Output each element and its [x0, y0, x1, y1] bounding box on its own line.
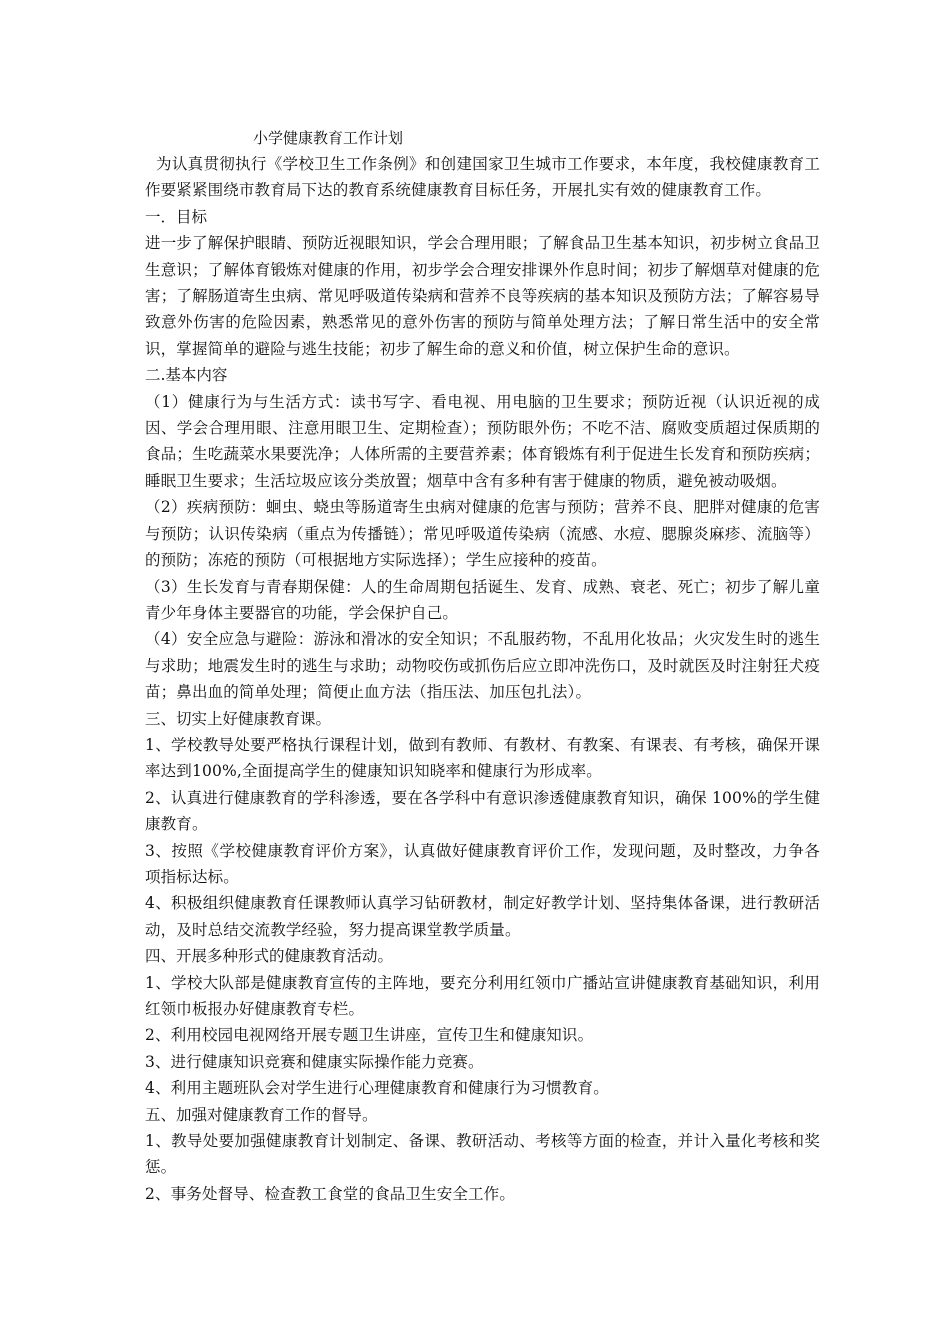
section-paragraph: 4、利用主题班队会对学生进行心理健康教育和健康行为习惯教育。	[145, 1079, 609, 1098]
section-paragraph: 1、学校教导处要严格执行课程计划，做到有教师、有教材、有教案、有课表、有考核，确保开课率达到100%,全面提高学生的健康知识知晓率和健康行为形成率。	[145, 735, 820, 781]
section-paragraph: （4）安全应急与避险：游泳和滑冰的安全知识；不乱服药物，不乱用化妆品；火灾发生时的逃生与求助；地震发生时的逃生与求助；动物咬伤或抓伤后应立即冲洗伤口，及时就医及时注射狂犬疫苗；鼻出血的简单处理；简便止血方法（指压法、加压包扎法）。	[145, 630, 820, 702]
section-paragraph: 1、学校大队部是健康教育宣传的主阵地，要充分利用红领巾广播站宣讲健康教育基础知识，利用红领巾板报办好健康教育专栏。	[145, 973, 820, 1018]
section-heading: 一．目标	[145, 207, 208, 226]
section-heading: 二.基本内容	[145, 366, 228, 385]
document-title: 小学健康教育工作计划	[253, 129, 404, 147]
section-activities	[145, 943, 820, 1101]
section-basic-content	[145, 362, 820, 705]
section-paragraph: （1）健康行为与生活方式：读书写字、看电视、用电脑的卫生要求；预防近视（认识近视的成因、学会合理用眼、注意用眼卫生、定期检查）；预防眼外伤；不吃不洁、腐败变质超过保质期的食品；生吃蔬菜水果要洗净；人体所需的主要营养素；体育锻炼有利于促进生长发育和预防疾病；睡眠卫生要求；生活垃圾应该分类放置；烟草中含有多种有害于健康的物质，避免被动吸烟。	[145, 392, 820, 490]
section-supervision	[145, 1102, 820, 1208]
section-paragraph: （3）生长发育与青春期保健：人的生命周期包括诞生、发育、成熟、衰老、死亡；初步了解儿童青少年身体主要器官的功能，学会保护自己。	[145, 577, 820, 622]
section-goals	[145, 204, 820, 362]
section-heading: 五、加强对健康教育工作的督导。	[145, 1105, 378, 1124]
section-paragraph: 2、利用校园电视网络开展专题卫生讲座，宣传卫生和健康知识。	[145, 1026, 594, 1045]
section-paragraph: 进一步了解保护眼睛、预防近视眼知识，学会合理用眼；了解食品卫生基本知识，初步树立食品卫生意识；了解体育锻炼对健康的作用，初步学会合理安排课外作息时间；初步了解烟草对健康的危害；了解肠道寄生虫病、常见呼吸道传染病和营养不良等疾病的基本知识及预防方法；了解容易导致意外伤害的危险因素，熟悉常见的意外伤害的预防与简单处理方法；了解日常生活中的安全常识，掌握简单的避险与逃生技能；初步了解生命的意义和价值，树立保护生命的意识。	[145, 234, 820, 358]
section-paragraph: 2、认真进行健康教育的学科渗透，要在各学科中有意识渗透健康教育知识，确保 100%的学生健康教育。	[145, 788, 820, 834]
section-heading: 四、开展多种形式的健康教育活动。	[145, 947, 394, 966]
section-heading: 三、切实上好健康教育课。	[145, 709, 332, 728]
section-paragraph: 1、教导处要加强健康教育计划制定、备课、教研活动、考核等方面的检查，并计入量化考核和奖惩。	[145, 1132, 820, 1177]
section-paragraph: 4、积极组织健康教育任课教师认真学习钻研教材，制定好教学计划、坚持集体备课，进行教研活动，及时总结交流教学经验，努力提高课堂教学质量。	[145, 894, 820, 939]
section-paragraph: （2）疾病预防：蛔虫、蛲虫等肠道寄生虫病对健康的危害与预防；营养不良、肥胖对健康的危害与预防；认识传染病（重点为传播链）；常见呼吸道传染病（流感、水痘、腮腺炎麻疹、流脑等）的预防；冻疮的预防（可根据地方实际选择）；学生应接种的疫苗。	[145, 498, 820, 570]
section-paragraph: 3、进行健康知识竞赛和健康实际操作能力竞赛。	[145, 1052, 484, 1071]
section-paragraph: 3、按照《学校健康教育评价方案》，认真做好健康教育评价工作，发现问题，及时整改，力争各项指标达标。	[145, 841, 820, 886]
section-paragraph: 2、事务处督导、检查教工食堂的食品卫生安全工作。	[145, 1184, 515, 1203]
document-page	[145, 125, 820, 1207]
intro-paragraph: 为认真贯彻执行《学校卫生工作条例》和创建国家卫生城市工作要求，本年度，我校健康教育工作要紧紧围绕市教育局下达的教育系统健康教育目标任务，开展扎实有效的健康教育工作。	[145, 155, 820, 200]
section-health-classes	[145, 706, 820, 944]
